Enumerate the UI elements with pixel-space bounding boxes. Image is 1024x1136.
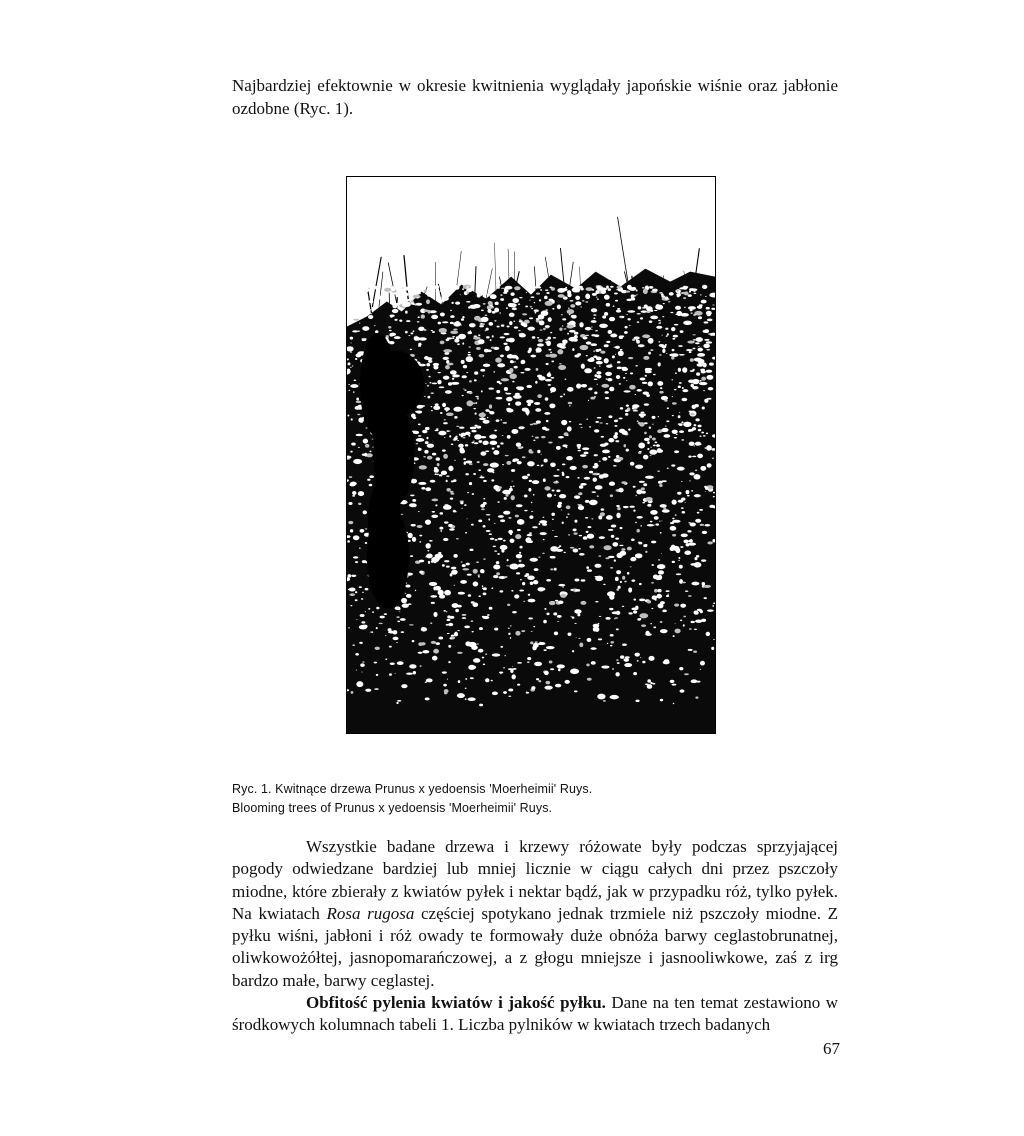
figure-photo [346,176,716,734]
page-number: 67 [823,1039,840,1058]
section-heading: Obfitość pylenia kwiatów i jakość pyłku. [306,993,606,1013]
caption-polish: Ryc. 1. Kwitnące drzewa Prunus x yedoensis 'Moerheimii' Ruys. [232,782,593,796]
caption-english: Blooming trees of Prunus x yedoensis 'Moerheimii' Ruys. [232,801,553,815]
blooming-tree-photo [347,177,715,733]
intro-paragraph [232,74,838,120]
figure-caption [232,780,832,818]
species-name: Rosa rugosa [326,903,415,923]
paragraph-2 [232,992,838,1037]
paragraph-2-text: Dane na ten temat zestawiono w środkowych kolumnach tabeli 1. Liczba pylników w kwiatach trzech badanych [232,993,838,1035]
body-text [232,836,838,1037]
intro-text: Najbardziej efektownie w okresie kwitnienia wyglądały japońskie wiśnie oraz jabłonie ozdobne (Ryc. 1). [232,76,838,118]
paragraph-1-end: częściej spotykano jednak trzmiele niż pszczoły miodne. Z pyłku wiśni, jabłoni i róż owady te formowały duże obnóża barwy ceglastobrunatnej, oliwkowożółtej, jasnopomarańczowej, a z głogu mniejsze i jasnooliwkowe, zaś z irg bardzo małe, barwy ceglastej. [232,903,839,990]
paragraph-1-start: Wszystkie badane drzewa i krzewy różowate były podczas sprzyjającej pogody odwiedzane bardziej lub mniej licznie w ciągu całych dni przez pszczoły miodne, które zbierały z kwiatów pyłek i nektar bądź, jak w przypadku róż, tylko pyłek. Na kwiatach [232,837,838,923]
paragraph-1 [232,836,838,992]
